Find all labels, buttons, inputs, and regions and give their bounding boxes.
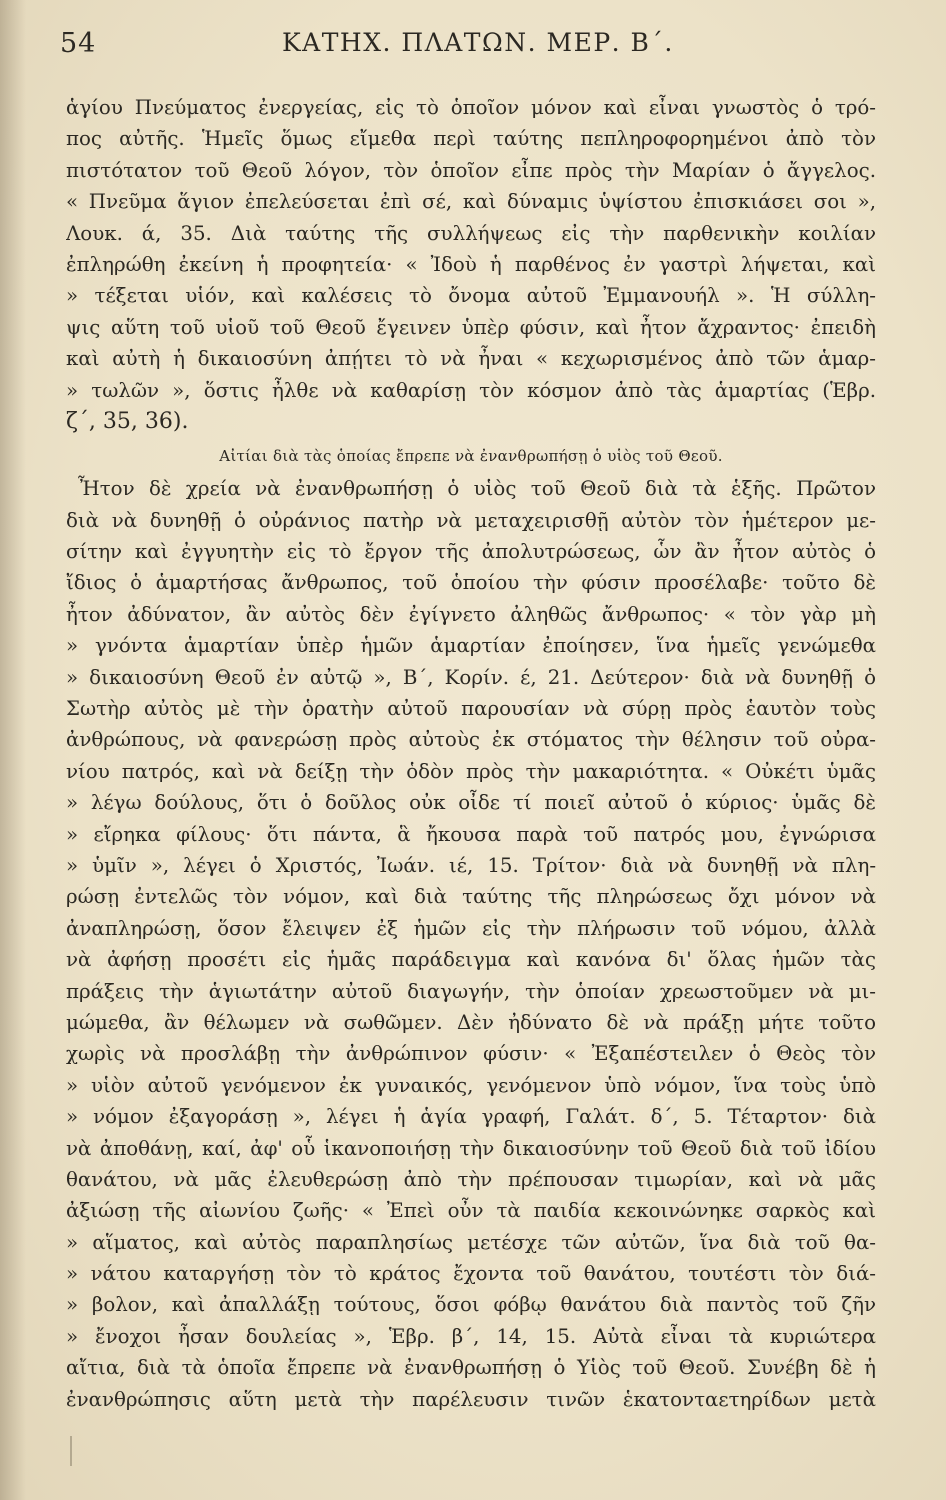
text-line: ψις αὕτη τοῦ υἱοῦ τοῦ Θεοῦ ἔγεινεν ὑπὲρ φύσιν, καὶ ἦτον ἄχραντος· ἐπειδὴ bbox=[66, 315, 876, 339]
text-line: διὰ νὰ δυνηθῇ ὁ οὐράνιος πατὴρ νὰ μεταχειρισθῇ αὐτὸν τὸν ἡμέτερον με- bbox=[66, 508, 876, 532]
text-line: ἴδιος ὁ ἁμαρτήσας ἄνθρωπος, τοῦ ὁποίου τὴν φύσιν προσέλαβε· τοῦτο δὲ bbox=[66, 571, 876, 595]
text-line: » υἱὸν αὐτοῦ γενόμενον ἐκ γυναικός, γενόμενον ὑπὸ νόμον, ἵνα τοὺς ὑπὸ bbox=[66, 1073, 876, 1097]
text-line: » αἵματος, καὶ αὐτὸς παραπλησίως μετέσχε τῶν αὐτῶν, ἵνα διὰ τοῦ θα- bbox=[66, 1230, 876, 1254]
text-line: ἀξιώσῃ τῆς αἰωνίου ζωῆς· « Ἐπεὶ οὖν τὰ παιδία κεκοινώνηκε σαρκὸς καὶ bbox=[66, 1199, 876, 1223]
text-line: νίου πατρός, καὶ νὰ δείξῃ τὴν ὁδὸν πρὸς τὴν μακαριότητα. « Οὐκέτι ὑμᾶς bbox=[66, 759, 876, 783]
section-heading: Αἰτίαι διὰ τὰς ὁποίας ἔπρεπε νὰ ἐνανθρωπήσῃ ὁ υἱὸς τοῦ Θεοῦ. bbox=[219, 447, 723, 466]
text-line: Ἦτον δὲ χρεία νὰ ἐνανθρωπήσῃ ὁ υἱὸς τοῦ Θεοῦ διὰ τὰ ἑξῆς. Πρῶτον bbox=[78, 477, 876, 501]
text-line: θανάτου, νὰ μᾶς ἐλευθερώσῃ ἀπὸ τὴν πρέπουσαν τιμωρίαν, καὶ νὰ μᾶς bbox=[66, 1167, 876, 1191]
text-line: ἦτον ἀδύνατον, ἂν αὐτὸς δὲν ἐγίγνετο ἀληθῶς ἄνθρωπος· « τὸν γὰρ μὴ bbox=[66, 602, 876, 626]
text-line: ζ΄, 35, 36). bbox=[66, 408, 189, 434]
text-line: » νόμον ἐξαγοράσῃ », λέγει ἡ ἁγία γραφή, Γαλάτ. δ΄, 5. Τέταρτον· διὰ bbox=[66, 1105, 876, 1129]
text-line: » γνόντα ἁμαρτίαν ὑπὲρ ἡμῶν ἁμαρτίαν ἐποίησεν, ἵνα ἡμεῖς γενώμεθα bbox=[66, 634, 876, 658]
margin-mark bbox=[70, 1436, 72, 1466]
page-header bbox=[60, 18, 880, 70]
text-line: » τέξεται υἱόν, καὶ καλέσεις τὸ ὄνομα αὐτοῦ Ἐμμανουήλ ». Ἡ σύλλη- bbox=[66, 284, 876, 308]
text-line: Σωτὴρ αὐτὸς μὲ τὴν ὁρατὴν αὐτοῦ παρουσίαν νὰ σύρῃ πρὸς ἑαυτὸν τοὺς bbox=[66, 697, 876, 721]
text-line: πος αὐτῆς. Ἡμεῖς ὅμως εἴμεθα περὶ ταύτης πεπληροφορημένοι ἀπὸ τὸν bbox=[66, 127, 876, 151]
text-line: πράξεις τὴν ἁγιωτάτην αὐτοῦ διαγωγήν, τὴν ὁποίαν χρεωστοῦμεν νὰ μι- bbox=[66, 979, 876, 1003]
text-line: ἐπληρώθη ἐκείνη ἡ προφητεία· « Ἰδοὺ ἡ παρθένος ἐν γαστρὶ λήψεται, καὶ bbox=[66, 252, 876, 276]
text-line: » εἴρηκα φίλους· ὅτι πάντα, ἃ ἤκουσα παρὰ τοῦ πατρός μου, ἐγνώρισα bbox=[66, 822, 876, 846]
text-line: ἁγίου Πνεύματος ἐνεργείας, εἰς τὸ ὁποῖον μόνον καὶ εἶναι γνωστὸς ὁ τρό- bbox=[66, 96, 876, 119]
text-line: νὰ ἀφήσῃ προσέτι εἰς ἡμᾶς παράδειγμα καὶ κανόνα δι' ὅλας ἡμῶν τὰς bbox=[66, 948, 876, 972]
text-line: » τωλῶν », ὅστις ἦλθε νὰ καθαρίσῃ τὸν κόσμον ἀπὸ τὰς ἁμαρτίας (Ἑβρ. bbox=[66, 378, 876, 402]
text-line: » ὑμῖν », λέγει ὁ Χριστός, Ἰωάν. ιέ, 15. Τρίτον· διὰ νὰ δυνηθῇ νὰ πλη- bbox=[66, 853, 876, 877]
text-line: ρώσῃ ἐντελῶς τὸν νόμον, καὶ διὰ ταύτης τῆς πληρώσεως ὄχι μόνον νὰ bbox=[66, 885, 876, 909]
text-line: νὰ ἀποθάνῃ, καί, ἀφ' οὗ ἱκανοποιήσῃ τὴν δικαιοσύνην τοῦ Θεοῦ διὰ τοῦ ἰδίου bbox=[66, 1136, 876, 1160]
paragraph-2 bbox=[66, 473, 876, 1415]
gutter-shadow bbox=[0, 0, 26, 1500]
body-text bbox=[66, 92, 876, 1415]
text-line: αἴτια, διὰ τὰ ὁποῖα ἔπρεπε νὰ ἐνανθρωπήσῃ ὁ Υἱὸς τοῦ Θεοῦ. Συνέβη δὲ ἡ bbox=[66, 1356, 876, 1380]
text-line: καὶ αὐτὴ ἡ δικαιοσύνη ἀπῄτει τὸ νὰ ἦναι « κεχωρισμένος ἀπὸ τῶν ἁμαρ- bbox=[66, 347, 876, 371]
text-line: » βολον, καὶ ἀπαλλάξῃ τούτους, ὅσοι φόβῳ θανάτου διὰ παντὸς τοῦ ζῆν bbox=[66, 1293, 876, 1317]
text-line: ἀνθρώπους, νὰ φανερώσῃ πρὸς αὐτοὺς ἐκ στόματος τὴν θέλησιν τοῦ οὐρα- bbox=[66, 728, 876, 752]
text-line: Λουκ. ά, 35. Διὰ ταύτης τῆς συλλήψεως εἰς τὴν παρθενικὴν κοιλίαν bbox=[66, 221, 876, 245]
text-line: » δικαιοσύνη Θεοῦ ἐν αὐτῷ », Β΄, Κορίν. έ, 21. Δεύτερον· διὰ νὰ δυνηθῇ ὁ bbox=[66, 665, 876, 689]
text-line: « Πνεῦμα ἅγιον ἐπελεύσεται ἐπὶ σέ, καὶ δύναμις ὑψίστου ἐπισκιάσει σοι », bbox=[66, 190, 876, 214]
text-line: ἀναπληρώσῃ, ὅσον ἔλειψεν ἐξ ἡμῶν εἰς τὴν πλήρωσιν τοῦ νόμου, ἀλλὰ bbox=[66, 916, 876, 940]
text-line: χωρὶς νὰ προσλάβῃ τὴν ἀνθρώπινον φύσιν· « Ἐξαπέστειλεν ὁ Θεὸς τὸν bbox=[66, 1042, 876, 1066]
text-line: μώμεθα, ἂν θέλωμεν νὰ σωθῶμεν. Δὲν ἠδύνατο δὲ νὰ πράξῃ μήτε τοῦτο bbox=[66, 1010, 876, 1034]
text-line: πιστότατον τοῦ Θεοῦ λόγον, τὸν ὁποῖον εἶπε πρὸς τὴν Μαρίαν ὁ ἄγγελος. bbox=[66, 158, 876, 182]
page-number: 54 bbox=[60, 28, 97, 59]
text-line: σίτην καὶ ἐγγυητὴν εἰς τὸ ἔργον τῆς ἀπολυτρώσεως, ὧν ἂν ἦτον αὐτὸς ὁ bbox=[66, 540, 876, 564]
text-line: » ἔνοχοι ἦσαν δουλείας », Ἑβρ. β΄, 14, 15. Αὐτὰ εἶναι τὰ κυριώτερα bbox=[66, 1324, 876, 1348]
paragraph-1 bbox=[66, 92, 876, 437]
text-line: » νάτου καταργήσῃ τὸν τὸ κράτος ἔχοντα τοῦ θανάτου, τουτέστι τὸν διά- bbox=[66, 1262, 876, 1286]
running-head: ΚΑΤΗΧ. ΠΛΑΤΩΝ. ΜΕΡ. Β΄. bbox=[282, 28, 674, 57]
text-line: » λέγω δούλους, ὅτι ὁ δοῦλος οὐκ οἶδε τί ποιεῖ αὐτοῦ ὁ κύριος· ὑμᾶς δὲ bbox=[66, 791, 876, 815]
text-line: ἐνανθρώπησις αὕτη μετὰ τὴν παρέλευσιν τινῶν ἑκατονταετηρίδων μετὰ bbox=[66, 1387, 876, 1411]
